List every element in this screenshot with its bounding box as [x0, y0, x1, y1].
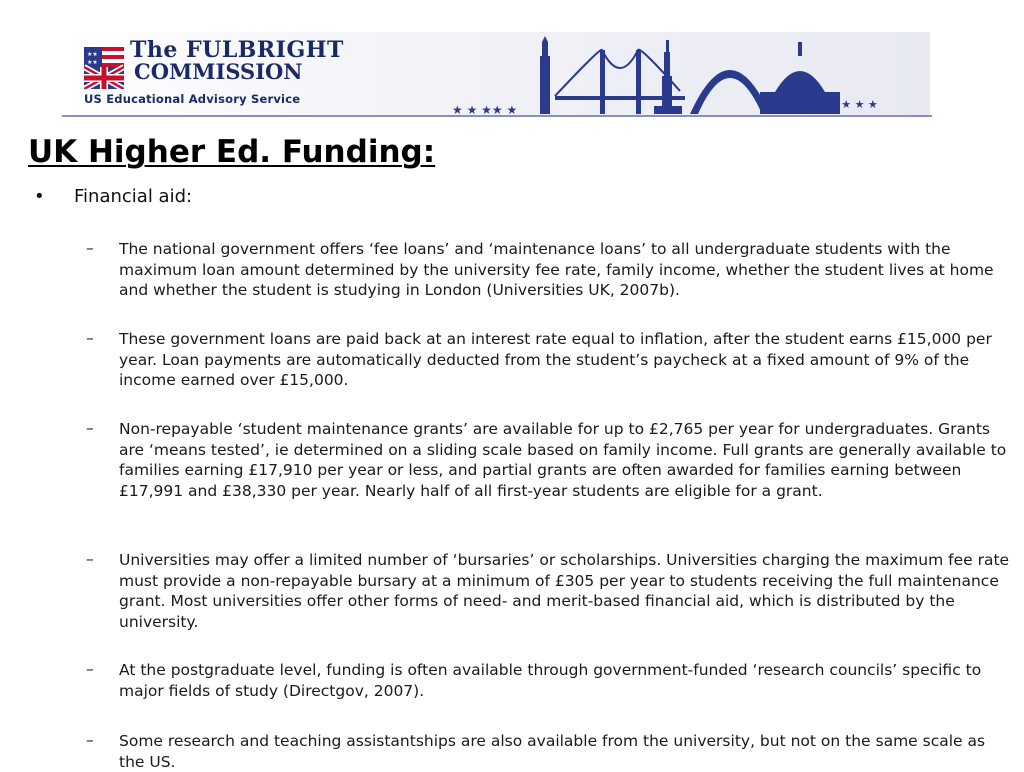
list-item-text: Non-repayable ‘student maintenance grants’ are available for up to £2,765 per year for undergraduates. Grants are ‘means tested’, ie determined on a sliding scale based on family income. Full grants are generally available to families earning £17,910 per year or less, and partial grants are often awarded for families earning between £17,991 and £38,330 per year. Nearly half of all first-year students are eligible for a grant.	[119, 420, 1007, 500]
svg-text:★ ★★ ★ ★: ★ ★★ ★ ★	[818, 98, 878, 111]
dash-marker: –	[86, 550, 94, 568]
bullet-text: Financial aid:	[74, 186, 193, 207]
list-item-text: The national government offers ‘fee loans’ and ‘maintenance loans’ to all undergraduate students with the maximum loan amount determined by the university fee rate, family income, whether the student lives at home and whether the student is studying in London (Universities UK, 2007b).	[119, 240, 994, 299]
bullet-dot-icon: •	[34, 186, 45, 207]
list-item-text: Universities may offer a limited number of ‘bursaries’ or scholarships. Universities charging the maximum fee rate must provide a non-repayable bursary at a minimum of £305 per year to students receiving the full maintenance grant. Most universities offer other forms of need- and merit-based financial aid, which is distributed by the university.	[119, 551, 1010, 631]
dash-marker: –	[86, 419, 94, 437]
dash-marker: –	[86, 731, 94, 749]
city-skyline-icon	[440, 36, 930, 116]
dash-marker: –	[86, 239, 94, 257]
uk-us-flag-icon	[84, 47, 124, 89]
list-item-text: At the postgraduate level, funding is often available through government-funded ‘research councils’ specific to major fields of study (Directgov, 2007).	[119, 661, 982, 700]
dash-marker: –	[86, 329, 94, 347]
list-item-text: Some research and teaching assistantships are also available from the university, but not on the same scale as the US.	[119, 732, 986, 771]
dash-marker: –	[86, 660, 94, 678]
logo-line-1: The FULBRIGHT	[130, 37, 344, 63]
logo-wordmark	[130, 39, 344, 83]
list-item-text: These government loans are paid back at an interest rate equal to inflation, after the student earns £15,000 per year. Loan payments are automatically deducted from the student’s paycheck at a fixed amount of 9% of the income earned over £15,000.	[119, 330, 992, 389]
logo-line-2: COMMISSION	[134, 59, 303, 84]
svg-text:★★: ★★	[87, 59, 98, 66]
slide-title: UK Higher Ed. Funding:	[28, 134, 436, 170]
svg-text:★ ★ ★★ ★: ★ ★ ★★ ★	[452, 103, 518, 116]
logo-tagline: US Educational Advisory Service	[84, 92, 301, 106]
svg-text:★★: ★★	[87, 51, 98, 58]
